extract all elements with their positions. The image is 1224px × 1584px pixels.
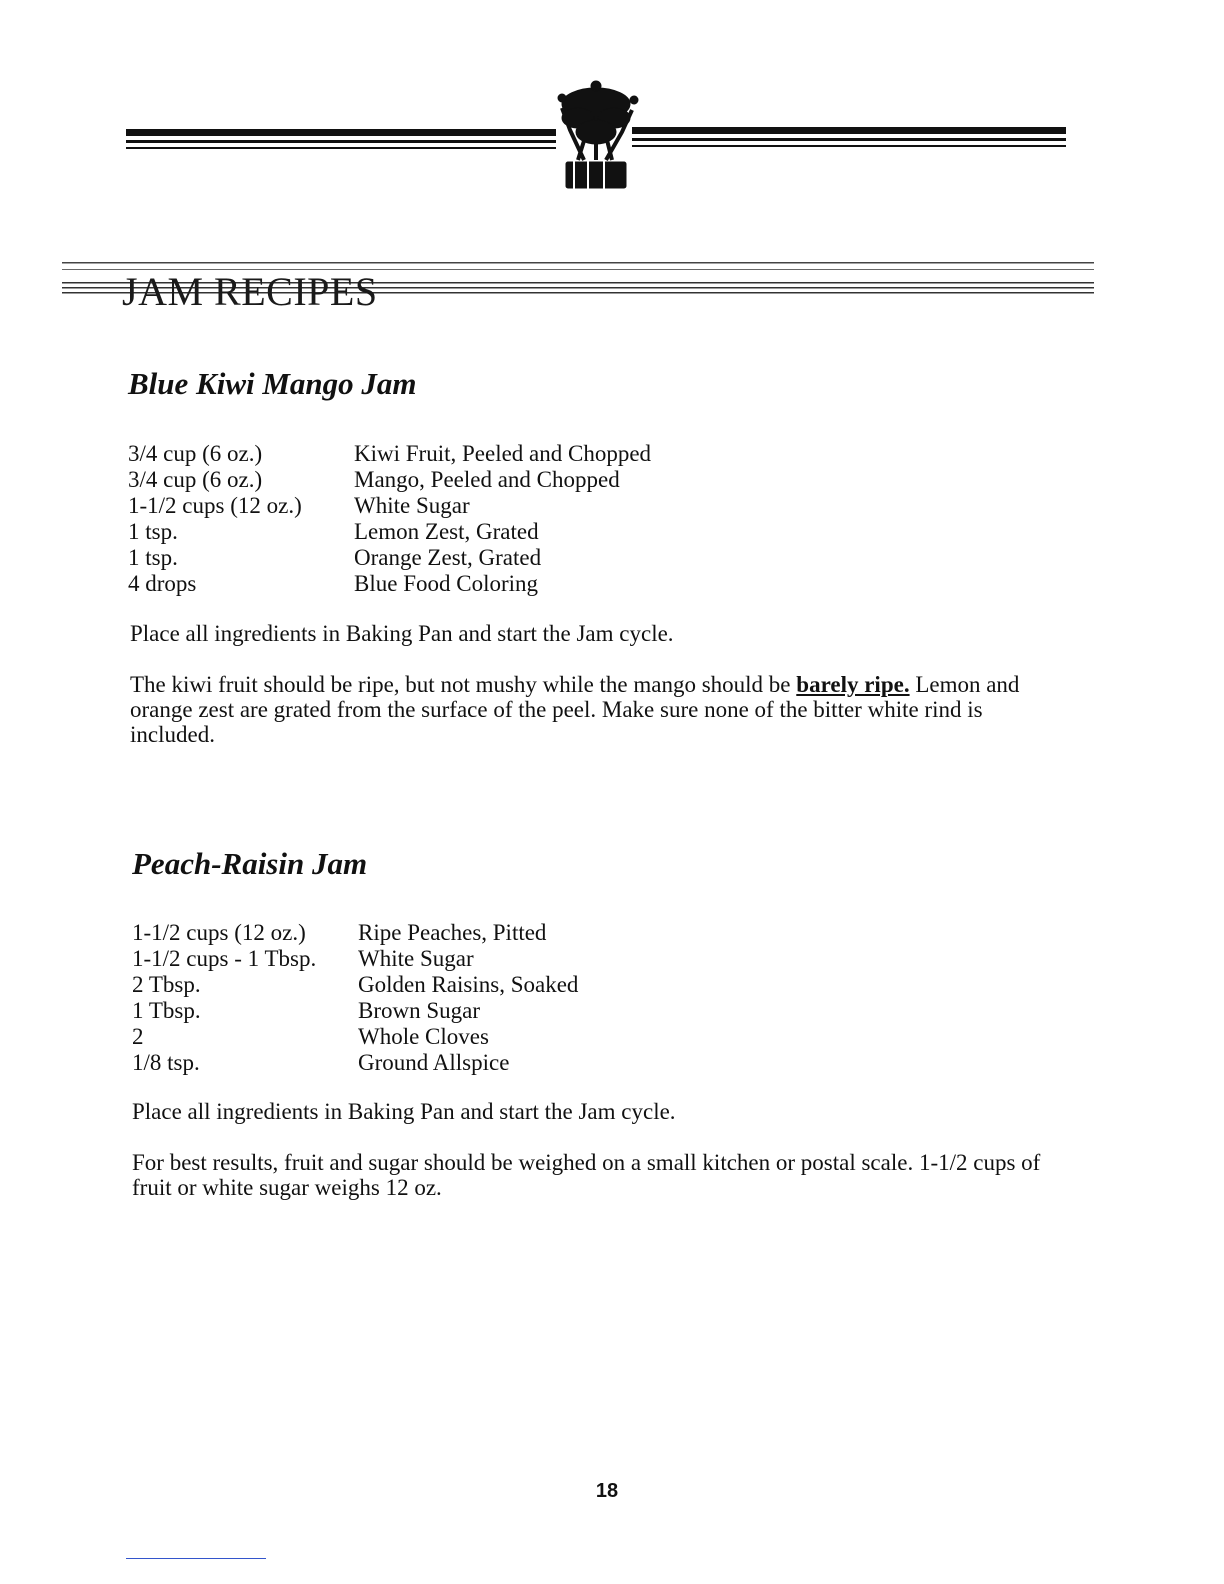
ingredient-name: Orange Zest, Grated [354, 545, 542, 570]
ingredient-row [128, 545, 651, 571]
note-peach-raisin-jam: For best results, fruit and sugar should be weighed on a small kitchen or postal scale. 1-1/2 cups of fruit or white sugar weighs 12 oz. [132, 1150, 1041, 1200]
ingredient-row [132, 920, 578, 946]
ingredient-quantity: 1 tsp. [128, 545, 178, 570]
ingredient-name: Blue Food Coloring [354, 571, 539, 596]
ingredient-row [128, 571, 651, 597]
page-number: 18 [595, 1480, 619, 1502]
note-blue-kiwi-mango-jam [130, 672, 1060, 747]
ingredient-quantity: 4 drops [128, 571, 197, 596]
note-text: The kiwi fruit should be ripe, but not mushy while the mango should be [130, 672, 797, 697]
ingredient-row [132, 972, 578, 998]
ingredient-list-blue-kiwi-mango-jam [128, 441, 651, 597]
instruction-peach-raisin-jam: Place all ingredients in Baking Pan and start the Jam cycle. [132, 1099, 676, 1124]
ingredient-row [132, 1024, 578, 1050]
ingredient-row [128, 519, 651, 545]
ingredient-quantity: 1-1/2 cups (12 oz.) [132, 920, 306, 945]
ingredient-name: Whole Cloves [358, 1024, 489, 1049]
ingredient-row [132, 1050, 578, 1076]
ingredient-name: Ripe Peaches, Pitted [358, 920, 547, 945]
ingredient-name: White Sugar [358, 946, 474, 971]
section-title: JAM RECIPES [122, 269, 378, 314]
ingredient-quantity: 2 Tbsp. [132, 972, 201, 997]
note-emphasis: barely ripe. [796, 672, 910, 697]
ingredient-row [128, 493, 651, 519]
header-rule-left [126, 129, 556, 149]
ingredient-row [128, 441, 651, 467]
ingredient-name: White Sugar [354, 493, 470, 518]
ingredient-quantity: 1 tsp. [128, 519, 178, 544]
footer-rule [126, 1558, 266, 1559]
ingredient-row [132, 946, 578, 972]
header-ornament [0, 0, 1224, 220]
ingredient-name: Lemon Zest, Grated [354, 519, 539, 544]
ingredient-name: Brown Sugar [358, 998, 481, 1023]
ingredient-row [132, 998, 578, 1024]
ingredient-name: Kiwi Fruit, Peeled and Chopped [354, 441, 652, 466]
ingredient-quantity: 1-1/2 cups (12 oz.) [128, 493, 302, 518]
ingredient-name: Golden Raisins, Soaked [358, 972, 579, 997]
ingredient-quantity: 1-1/2 cups - 1 Tbsp. [132, 946, 317, 971]
wheat-sheaf-icon [558, 81, 638, 190]
header-rule-right [632, 127, 1066, 147]
ingredient-list-peach-raisin-jam [132, 920, 578, 1076]
ingredient-quantity: 2 [132, 1024, 144, 1049]
ingredient-row [128, 467, 651, 493]
ingredient-quantity: 1 Tbsp. [132, 998, 201, 1023]
note-text: Lemon and orange zest are grated from the surface of the peel. Make sure none of the bitter white rind is included. [130, 672, 1020, 747]
ingredient-quantity: 1/8 tsp. [132, 1050, 200, 1075]
instruction-blue-kiwi-mango-jam: Place all ingredients in Baking Pan and start the Jam cycle. [130, 621, 674, 646]
ingredient-quantity: 3/4 cup (6 oz.) [128, 467, 263, 492]
ingredient-name: Mango, Peeled and Chopped [354, 467, 620, 492]
recipe-title-blue-kiwi-mango-jam: Blue Kiwi Mango Jam [128, 366, 417, 401]
ingredient-name: Ground Allspice [358, 1050, 510, 1075]
ingredient-quantity: 3/4 cup (6 oz.) [128, 441, 263, 466]
recipe-title-peach-raisin-jam: Peach-Raisin Jam [132, 846, 368, 881]
